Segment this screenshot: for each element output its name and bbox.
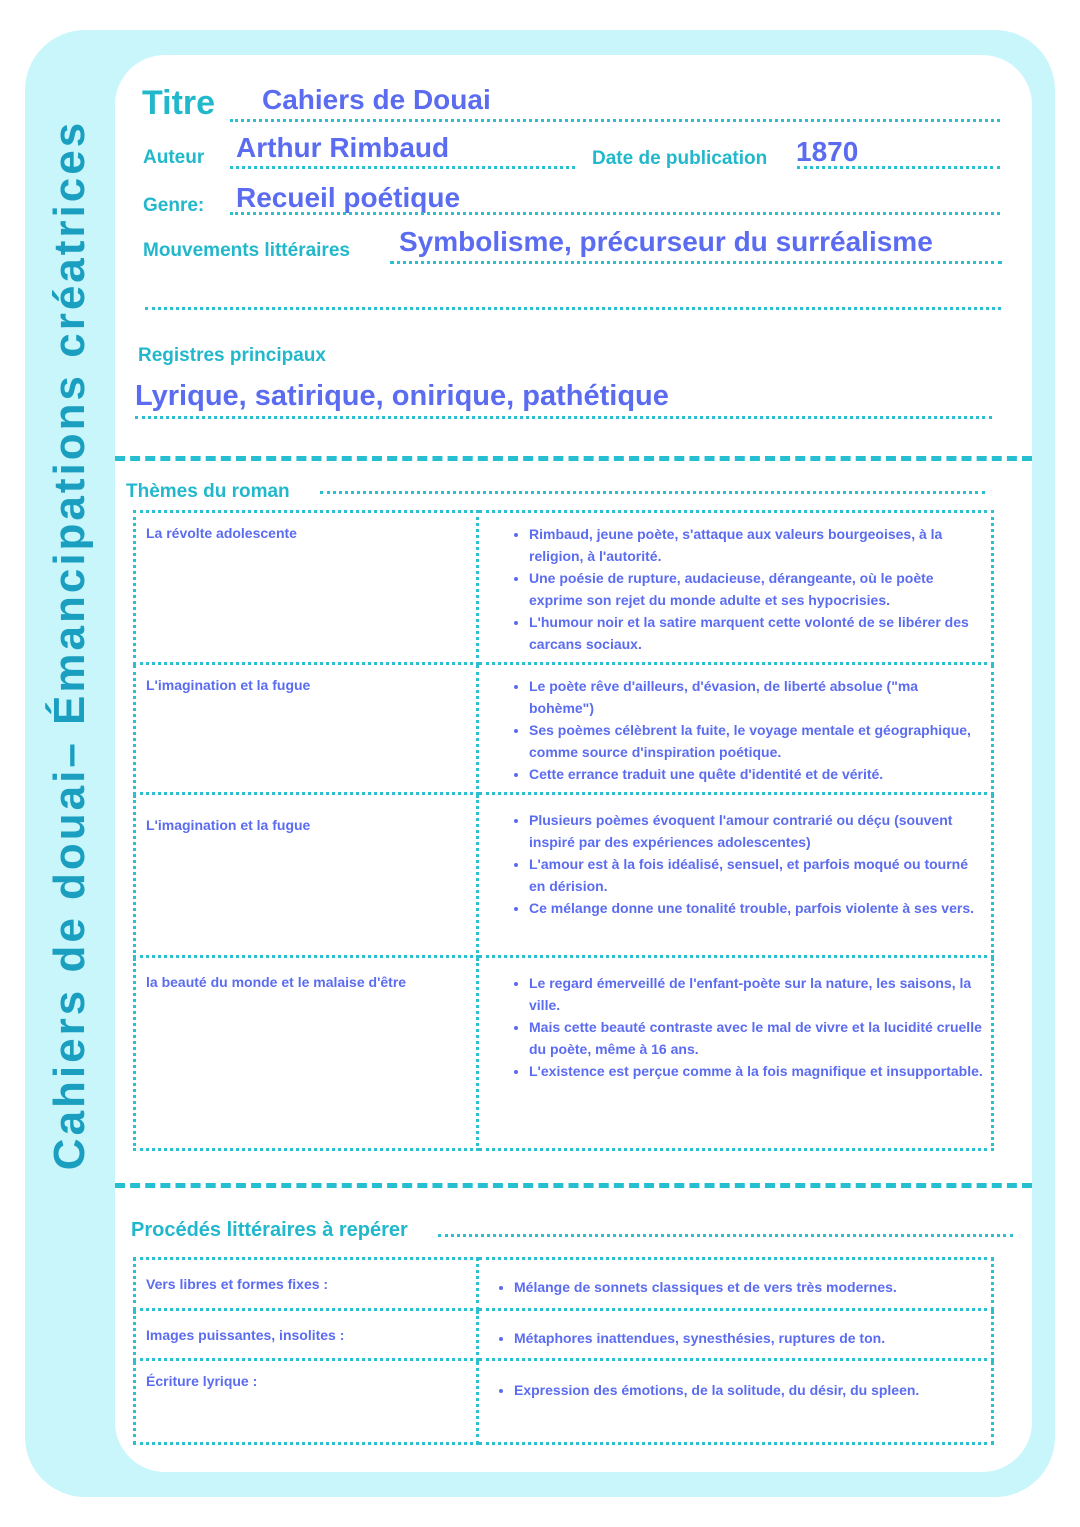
section-divider — [115, 1183, 1032, 1188]
list-item: • Plusieurs poèmes évoquent l'amour contrarié ou déçu (souvent inspiré par des expériences adolescentes) — [529, 809, 983, 853]
genre-line — [230, 212, 1000, 215]
auteur-label: Auteur — [143, 147, 205, 168]
list-item: • Le poète rêve d'ailleurs, d'évasion, de liberté absolue ("ma bohème") — [529, 675, 983, 719]
list-item: • L'amour est à la fois idéalisé, sensuel, et parfois moqué ou tourné en dérision. — [529, 853, 983, 897]
table-row — [135, 957, 993, 1150]
theme-cell: L'imagination et la fugue — [135, 794, 478, 957]
list-item: • Métaphores inattendues, synesthésies, ruptures de ton. — [514, 1327, 983, 1349]
table-row — [135, 794, 993, 957]
procede-cell: Écriture lyrique : — [135, 1360, 478, 1444]
genre-label: Genre: — [143, 195, 205, 216]
table-row — [135, 1360, 993, 1444]
list-item: • L'existence est perçue comme à la fois magnifique et insupportable. — [529, 1060, 983, 1082]
theme-cell: L'imagination et la fugue — [135, 664, 478, 794]
list-item: • Ses poèmes célèbrent la fuite, le voyage mentale et géographique, comme source d'inspiration poétique. — [529, 719, 983, 763]
mouvements-label: Mouvements littéraires — [143, 240, 350, 261]
table-row — [135, 1259, 993, 1310]
table-row — [135, 664, 993, 794]
list-item: • Mais cette beauté contraste avec le mal de vivre et la lucidité cruelle du poète, même à 16 ans. — [529, 1016, 983, 1060]
list-item: • Une poésie de rupture, audacieuse, dérangeante, où le poète exprime son rejet du monde adulte et ses hypocrisies. — [529, 567, 983, 611]
date-value: 1870 — [796, 136, 859, 167]
table-row — [135, 512, 993, 664]
list-item: • Ce mélange donne une tonalité trouble, parfois violente à ses vers. — [529, 897, 983, 919]
procedes-table — [133, 1257, 994, 1445]
list-item: • Le regard émerveillé de l'enfant-poète sur la nature, les saisons, la ville. — [529, 972, 983, 1016]
section-divider — [115, 456, 1032, 461]
registres-value: Lyrique, satirique, onirique, pathétique — [135, 380, 669, 412]
list-item: • L'humour noir et la satire marquent cette volonté de se libérer des carcans sociaux. — [529, 611, 983, 655]
side-title: Cahiers de douai– Émancipations créatrices — [45, 119, 94, 1171]
theme-cell: La révolte adolescente — [135, 512, 478, 664]
theme-cell: la beauté du monde et le malaise d'être — [135, 957, 478, 1150]
titre-label: Titre — [142, 84, 216, 122]
list-item: • Expression des émotions, de la solitude, du désir, du spleen. — [514, 1379, 983, 1401]
procedes-heading: Procédés littéraires à repérer — [131, 1219, 408, 1241]
date-line — [797, 166, 1000, 169]
themes-heading: Thèmes du roman — [126, 481, 290, 502]
list-item: • Mélange de sonnets classiques et de vers très modernes. — [514, 1276, 983, 1298]
list-item: • Rimbaud, jeune poète, s'attaque aux valeurs bourgeoises, à la religion, à l'autorité. — [529, 523, 983, 567]
genre-value: Recueil poétique — [236, 182, 461, 213]
auteur-line — [230, 166, 575, 169]
themes-heading-line — [320, 491, 985, 494]
procede-cell: Images puissantes, insolites : — [135, 1310, 478, 1360]
titre-line — [230, 119, 1000, 122]
extra-line — [145, 307, 1001, 310]
mouvements-value: Symbolisme, précurseur du surréalisme — [399, 226, 933, 257]
themes-table — [133, 510, 994, 1151]
mouvements-line — [390, 261, 1002, 264]
date-label: Date de publication — [592, 148, 768, 169]
auteur-value: Arthur Rimbaud — [236, 132, 450, 163]
table-row — [135, 1310, 993, 1360]
registres-line — [135, 416, 992, 419]
registres-label: Registres principaux — [138, 345, 326, 366]
procedes-heading-line — [438, 1234, 1013, 1237]
titre-value: Cahiers de Douai — [262, 84, 491, 115]
procede-cell: Vers libres et formes fixes : — [135, 1259, 478, 1310]
list-item: • Cette errance traduit une quête d'identité et de vérité. — [529, 763, 983, 785]
